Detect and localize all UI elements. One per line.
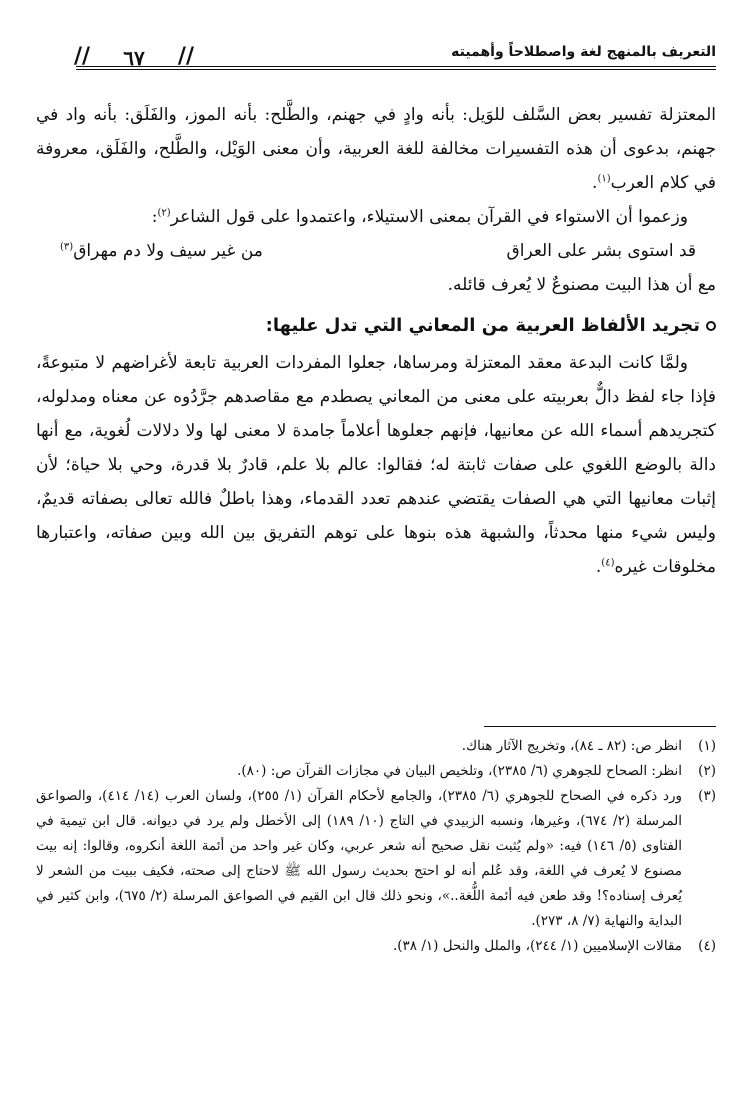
heading-bullet-icon: [706, 321, 716, 331]
footnote-text: انظر: الصحاح للجوهري (٦/ ٢٣٨٥)، وتلخيص البيان في مجازات القرآن ص: (٨٠).: [237, 763, 682, 779]
running-header: [36, 40, 716, 72]
page-number-box: [74, 44, 194, 72]
paragraph-mutazila-tafsir: [36, 98, 716, 200]
main-text: [36, 98, 716, 584]
footnote-3: [36, 784, 716, 934]
paragraph-text: ولمَّا كانت البدعة معقد المعتزلة ومرساها، جعلوا المفردات العربية تابعة لأغراضهم لا متبوعةً، فإذا جاء لفظ دالٌّ بعربيته على معنى من المعاني يصطدم مع مقاصدهم جرَّدُوه عن معناه ومدلوله، كتجريدهم أسماء الله عن معانيها، فإنهم جعلوها أعلاماً جامدة لا معنى لها ولا دلالات لُغوية، مع أنها دالة بالوضع اللغوي على صفات ثابتة له؛ فقالوا: عالم بلا علم، قادرٌ بلا قدرة، وحي بلا حياة؛ لأن إثبات معانيها التي هي الصفات يقتضي عندهم تعدد القدماء، وهذا باطلٌ فالله تعالى بصفاته قديمٌ، وليس شيء منها محدثاً، والشبهة هذه بنوها على توهم التفريق بين الله وبين صفاته، واعتبارها مخلوقات غيره: [36, 353, 716, 577]
page-number-ornament-right: //: [177, 44, 194, 69]
paragraph-end: .: [592, 173, 598, 193]
footnote-text: ورد ذكره في الصحاح للجوهري (٦/ ٢٣٨٥)، والجامع لأحكام القرآن (١/ ٢٥٥)، ولسان العرب (١٤/ ٤١٤)، والصواعق المرسلة (٢/ ٦٧٤)، وغيرها، ونسبه الزبيدي في التاج (١٠/ ١٨٩) إلى الأخطل ولم يرد في ديوانه. قال ابن تيمية في الفتاوى (٥/ ١٤٦) فيه: «ولم يُثبت نقل صحيح أنه شعر عربي، وكان غير واحد من أئمة اللغة أنكروه، وقالوا: إنه بيت مصنوع لا يُعرف في اللغة، وقد عُلم أنه لو احتج بحديث رسول الله ﷺ لاحتاج إلى صحته، فكيف ببيت من الشعر لا يُعرف إسناده؟! وقد طعن فيه أئمة اللُّغة..»، ونحو ذلك قال ابن القيم في الصواعق المرسلة (٢/ ٦٧٥)، وابن كثير في البداية والنهاية (٧/ ٨، ٢٧٣).: [36, 788, 683, 929]
footnote-number: (١): [698, 738, 716, 754]
footnote-ref-2[interactable]: (٢): [157, 207, 171, 219]
footnote-number: (٢): [698, 763, 716, 779]
paragraph-end: :: [151, 207, 158, 227]
verse-first-hemistich: قد استوى بشر على العراق: [506, 241, 696, 261]
footnote-number: (٤): [698, 938, 716, 954]
paragraph-istiwa: [36, 200, 716, 234]
paragraph-verse-note: مع أن هذا البيت مصنوعٌ لا يُعرف قائله.: [447, 275, 716, 295]
verse-second-hemistich: [60, 234, 263, 268]
footnote-4: [36, 934, 716, 959]
paragraph-end: .: [595, 557, 602, 577]
footnote-text: انظر ص: (٨٢ ـ ٨٤)، وتخريج الآثار هناك.: [461, 738, 682, 754]
poetry-verse: [36, 234, 716, 268]
footnote-ref-3[interactable]: (٣): [60, 241, 74, 253]
paragraph-tajrid: [36, 346, 716, 584]
footnote-ref-4[interactable]: (٤): [601, 557, 615, 569]
footnote-2: [36, 759, 716, 784]
footnote-ref-1[interactable]: (١): [597, 173, 611, 185]
paragraph-text: وزعموا أن الاستواء في القرآن بمعنى الاستيلاء، واعتمدوا على قول الشاعر: [170, 207, 688, 227]
section-heading: [36, 308, 716, 344]
footnote-text: مقالات الإسلاميين (١/ ٢٤٤)، والملل والنحل (١/ ٣٨).: [392, 938, 682, 954]
footnote-1: [36, 734, 716, 759]
verse-second-text: من غير سيف ولا دم مهراق: [73, 241, 263, 261]
paragraph-text: المعتزلة تفسير بعض السَّلف للوَيل: بأنه وادٍ في جهنم، والطَّلح: بأنه الموز، والفَلَق: بأنه واد في جهنم، بدعوى أن هذه التفسيرات مخالفة للغة العربية، وأن معنى الوَيْل، والطَّلح، والفَلَق، معروفة في كلام العرب: [36, 105, 716, 193]
footnotes: [36, 734, 716, 959]
page-number-ornament-left: //: [74, 44, 91, 69]
footnote-number: (٣): [698, 788, 716, 804]
page-number: ٦٧: [123, 46, 145, 70]
footnote-separator: [484, 726, 716, 727]
section-heading-text: تجريد الألفاظ العربية من المعاني التي تدل عليها:: [265, 315, 700, 336]
running-header-title: التعريف بالمنهج لغة واصطلاحاً وأهميته: [451, 44, 716, 60]
